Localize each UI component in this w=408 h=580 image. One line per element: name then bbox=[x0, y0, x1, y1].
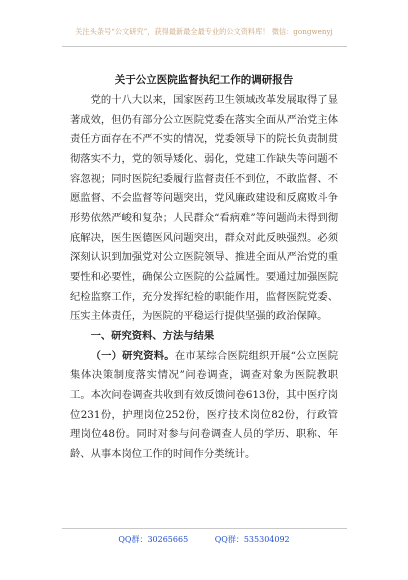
header-divider bbox=[62, 46, 347, 47]
paragraph-research-materials-text: 在市某综合医院组织开展“公立医院集体决策制度落实情况”问卷调查，调查对象为医院教职工。本次问卷调查共收到有效反馈问卷613份，其中医疗岗位231份，护理岗位252份，医疗技术岗位82份，行政管理岗位48份。同时对参与问卷调查人员的学历、职称、年龄、从事本岗位工作的时间作分类统计。 bbox=[70, 349, 339, 460]
paragraph-research-materials bbox=[70, 347, 338, 465]
header-note: 关注头条号“公文研究”，获得最新最全最专业的公文资料库！ 微信：gongwenyj bbox=[75, 27, 333, 36]
section-heading-1: 一、研究资料、方法与结果 bbox=[90, 329, 215, 342]
footer-qq-group-1: QQ群：30265665 bbox=[118, 535, 189, 544]
paragraph-intro: 党的十八大以来，国家医药卫生领域改革发展取得了显著成效，但仍有部分公立医院党委在落实全面从严治党主体责任方面存在不严不实的情况，党委领导下的院长负责制贯彻落实不力，党的领导矮化、弱化，党建工作缺失等问题不容忽视；同时医院纪委履行监督责任不到位，不敢监督、不愿监督、不会监督等问题突出，党风廉政建设和反腐败斗争形势依然严峻和复杂；人民群众“看病难”等问题尚未得到彻底解决，医生医德医风问题突出，群众对此反映强烈。必须深刻认识到加强党对公立医院领导、推进全面从严治党的重要性和必要性，确保公立医院的公益属性。要通过加强医院纪检监察工作，充分发挥纪检的职能作用，监督医院党委、压实主体责任，为医院的平稳运行提供坚强的政治保障。 bbox=[70, 94, 338, 323]
document-title: 关于公立医院监督执纪工作的调研报告 bbox=[114, 74, 294, 86]
document-body bbox=[70, 91, 338, 464]
footer-divider bbox=[62, 528, 347, 529]
footer bbox=[0, 534, 408, 545]
footer-qq-group-2: QQ群：535304092 bbox=[214, 535, 290, 544]
subsection-heading-1: （一）研究资料。 bbox=[90, 349, 175, 362]
